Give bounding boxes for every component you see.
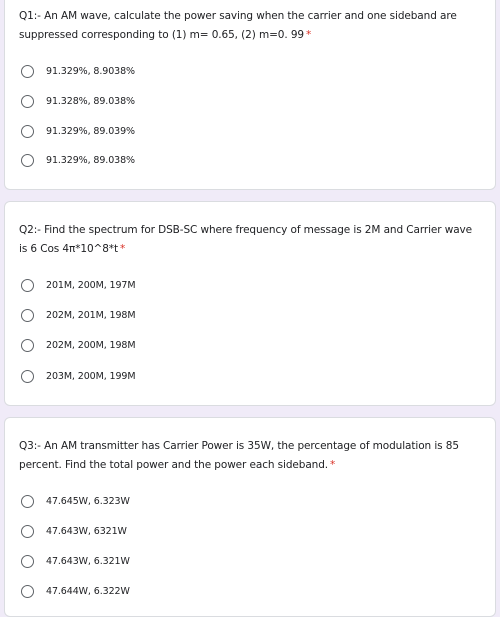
radio-button-icon[interactable] xyxy=(21,495,34,508)
option-label: 47.645W, 6.323W xyxy=(46,495,130,507)
question-title: Q3:- An AM transmitter has Carrier Power is 35W, the percentage of modulation is 85 percent. Find the total power and the power each sideband. * xyxy=(19,440,459,471)
question-title: Q2:- Find the spectrum for DSB-SC where frequency of message is 2M and Carrier wave is 6 Cos 4π*10^8*t * xyxy=(19,224,473,255)
radio-button-icon[interactable] xyxy=(21,279,34,292)
option-q3-a[interactable] xyxy=(21,493,130,509)
option-label: 47.643W, 6321W xyxy=(46,525,127,537)
option-q1-d[interactable] xyxy=(21,152,135,168)
question-card-q2 xyxy=(4,201,496,406)
option-label: 202M, 201M, 198M xyxy=(46,309,136,321)
radio-button-icon[interactable] xyxy=(21,309,34,322)
radio-button-icon[interactable] xyxy=(21,525,34,538)
required-asterisk: * xyxy=(119,243,126,255)
radio-button-icon[interactable] xyxy=(21,370,34,383)
option-q1-c[interactable] xyxy=(21,123,135,139)
option-q3-c[interactable] xyxy=(21,553,130,569)
option-q2-d[interactable] xyxy=(21,368,135,384)
question-title: Q1:- An AM wave, calculate the power saving when the carrier and one sideband are suppressed corresponding to (1) m= 0.65, (2) m=0. 99 * xyxy=(19,10,457,41)
required-asterisk: * xyxy=(306,29,312,41)
option-q1-b[interactable] xyxy=(21,93,135,109)
option-label: 202M, 200M, 198M xyxy=(46,339,136,351)
option-label: 47.643W, 6.321W xyxy=(46,555,130,567)
option-label: 47.644W, 6.322W xyxy=(46,585,130,597)
option-q2-b[interactable] xyxy=(21,307,135,323)
option-q1-a[interactable] xyxy=(21,63,135,79)
option-label: 91.329%, 89.038% xyxy=(46,154,135,166)
radio-button-icon[interactable] xyxy=(21,339,34,352)
radio-button-icon[interactable] xyxy=(21,555,34,568)
radio-button-icon[interactable] xyxy=(21,154,34,167)
radio-button-icon[interactable] xyxy=(21,585,34,598)
option-q2-a[interactable] xyxy=(21,277,135,293)
radio-button-icon[interactable] xyxy=(21,125,34,138)
option-q3-d[interactable] xyxy=(21,583,130,599)
question-card-q1 xyxy=(4,0,496,190)
option-q2-c[interactable] xyxy=(21,337,135,353)
option-label: 201M, 200M, 197M xyxy=(46,279,136,291)
option-label: 91.328%, 89.038% xyxy=(46,95,135,107)
option-label: 91.329%, 89.039% xyxy=(46,125,135,137)
required-asterisk: * xyxy=(330,459,336,471)
option-q3-b[interactable] xyxy=(21,523,127,539)
radio-button-icon[interactable] xyxy=(21,95,34,108)
radio-button-icon[interactable] xyxy=(21,65,34,78)
question-card-q3 xyxy=(4,417,496,617)
option-label: 91.329%, 8.9038% xyxy=(46,65,135,77)
option-label: 203M, 200M, 199M xyxy=(46,370,136,382)
